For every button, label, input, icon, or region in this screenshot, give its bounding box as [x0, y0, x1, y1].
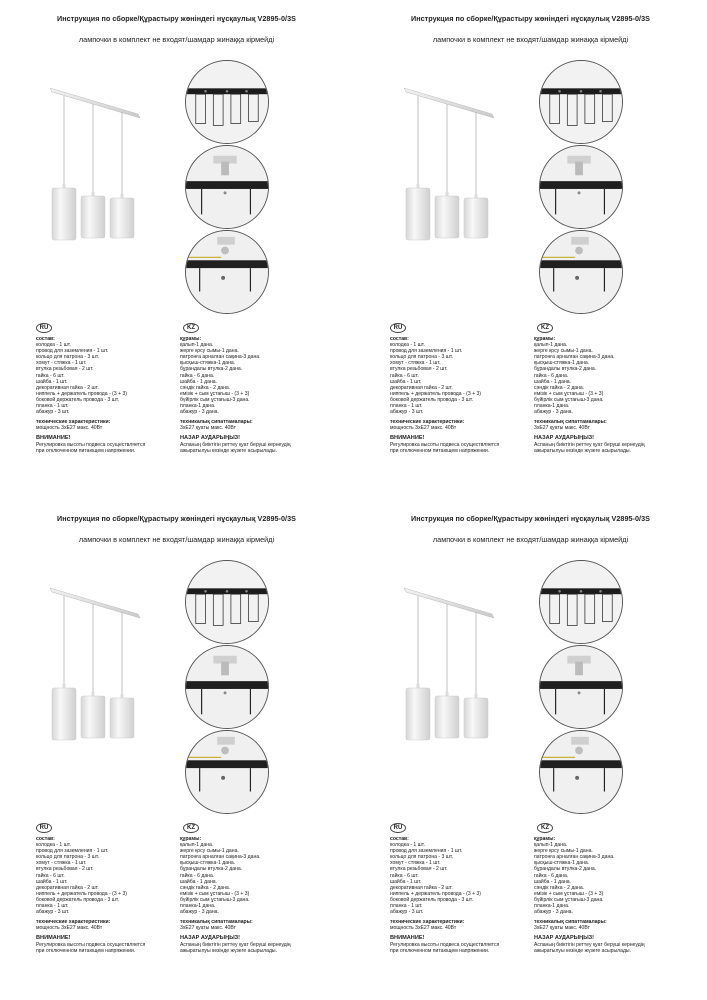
kz-part-item: қалып-1 дана. — [534, 342, 568, 349]
lamp-illustration — [40, 80, 150, 250]
instruction-copy-bottom-left — [0, 500, 353, 1000]
kz-part-item: абажур - 3 дана. — [180, 909, 219, 916]
kz-parts-heading: құрамы: — [180, 336, 202, 342]
ru-part-item: планка - 1 шт. — [390, 403, 423, 410]
kz-warning-heading: НАЗАР АУДАРЫҢЫЗ! — [534, 935, 595, 942]
kz-parts-heading: құрамы: — [534, 336, 556, 342]
lamp-illustration — [394, 80, 504, 250]
ru-part-item: шайба - 1 шт. — [390, 878, 422, 885]
ru-tech-value: мощность 3хE27 макс. 40Вт — [36, 925, 103, 932]
kz-part-item: шайба - 1 дана. — [180, 878, 218, 885]
kz-part-item: қалып-1 дана. — [180, 842, 214, 849]
kz-part-item: планка-1 дана. — [534, 903, 570, 910]
kz-part-item: шайба - 1 дана. — [180, 378, 218, 385]
ru-part-item: ниппель + держатель провода - (3 + 3) — [36, 390, 128, 397]
kz-part-item: қысқыш-стяжка-1 дана. — [180, 860, 236, 867]
document-subtitle: лампочки в комплект не входят/шамдар жинаққа кірмейді — [432, 35, 629, 44]
ru-part-item: планка - 1 шт. — [36, 403, 69, 410]
kz-part-item: патронға арналған сақина-3 дана. — [180, 354, 261, 361]
assembly-step-3-image — [185, 730, 269, 814]
document-title: Инструкция по сборке/Құрастыру жөніндегі нұсқаулық V2895-0/3S — [57, 514, 296, 523]
ru-part-item: хомут - стяжка - 1 шт. — [36, 360, 87, 367]
kz-warning-line: ажыратылуы кезінде жүзеге асырылады. — [180, 447, 277, 454]
ru-part-item: колодка - 1 шт. — [36, 842, 71, 849]
ru-part-item: провод для заземления - 1 шт. — [390, 348, 463, 355]
kz-part-item: абажур - 3 дана. — [180, 409, 219, 416]
kz-warning-line: ажыратылуы кезінде жүзеге асырылады. — [534, 447, 631, 454]
kz-tech-heading: техникалық сипаттамалары: — [534, 919, 607, 926]
ru-part-item: колодка - 1 шт. — [36, 342, 71, 349]
ru-warning-line: Регулировка высоты подвеса осуществляется — [390, 941, 500, 948]
ru-part-item: ниппель + держатель провода - (3 + 3) — [390, 390, 482, 397]
assembly-step-2-image — [539, 145, 623, 229]
ru-part-item: кольцо для патрона - 3 шт. — [390, 354, 454, 361]
kz-parts-section — [534, 336, 699, 454]
kz-part-item: қысқыш-стяжка-1 дана. — [180, 360, 236, 367]
document-title: Инструкция по сборке/Құрастыру жөніндегі нұсқаулық V2895-0/3S — [411, 514, 650, 523]
ru-part-item: втулка резьбовая - 2 шт. — [390, 366, 448, 373]
assembly-step-2-image — [185, 645, 269, 729]
kz-part-item: емізік + сым ұстағыш - (3 + 3) — [534, 390, 604, 397]
ru-language-badge: RU — [390, 323, 406, 333]
ru-tech-value: мощность 3хE27 макс. 40Вт — [36, 425, 103, 432]
ru-language-badge: RU — [36, 323, 52, 333]
kz-part-item: гайка - 6 дана. — [534, 872, 569, 879]
kz-language-badge: KZ — [537, 323, 553, 333]
kz-tech-heading: техникалық сипаттамалары: — [534, 419, 607, 426]
ru-part-item: ниппель + держатель провода - (3 + 3) — [36, 890, 128, 897]
ru-part-item: провод для заземления - 1 шт. — [390, 848, 463, 855]
ru-part-item: ниппель + держатель провода - (3 + 3) — [390, 890, 482, 897]
ru-part-item: гайка - 6 шт. — [390, 372, 419, 379]
lamp-illustration — [40, 580, 150, 750]
ru-parts-section — [390, 836, 535, 954]
kz-part-item: жерге қосу сымы-1 дана. — [534, 848, 593, 855]
kz-part-item: жерге қосу сымы-1 дана. — [534, 348, 593, 355]
kz-warning-line: Аспаның биіктігін реттеу қуат беруші кернеудің — [180, 441, 291, 448]
document-subtitle: лампочки в комплект не входят/шамдар жинаққа кірмейді — [78, 535, 275, 544]
kz-part-item: бүйірлік сым ұстағыш-3 дана. — [534, 396, 604, 403]
kz-warning-heading: НАЗАР АУДАРЫҢЫЗ! — [534, 435, 595, 442]
ru-part-item: шайба - 1 шт. — [390, 378, 422, 385]
instruction-copy-bottom-right — [354, 500, 707, 1000]
kz-warning-heading: НАЗАР АУДАРЫҢЫЗ! — [180, 435, 241, 442]
ru-part-item: кольцо для патрона - 3 шт. — [390, 854, 454, 861]
ru-part-item: провод для заземления - 1 шт. — [36, 348, 109, 355]
ru-warning-heading: ВНИМАНИЕ! — [390, 435, 425, 442]
kz-parts-section — [180, 836, 345, 954]
ru-warning-heading: ВНИМАНИЕ! — [36, 935, 71, 942]
kz-part-item: бұрандалы втулка-2 дана. — [180, 366, 243, 373]
kz-part-item: гайка - 6 дана. — [180, 372, 215, 379]
ru-warning-line: при отключенном питающем напряжении. — [390, 447, 490, 454]
ru-tech-heading: технические характеристики: — [36, 919, 111, 926]
ru-part-item: колодка - 1 шт. — [390, 342, 425, 349]
ru-parts-heading: состав: — [36, 836, 55, 842]
ru-parts-section — [390, 336, 535, 454]
kz-part-item: қысқыш-стяжка-1 дана. — [534, 360, 590, 367]
ru-part-item: втулка резьбовая - 2 шт. — [36, 866, 94, 873]
kz-tech-heading: техникалық сипаттамалары: — [180, 919, 253, 926]
document-title: Инструкция по сборке/Құрастыру жөніндегі нұсқаулық V2895-0/3S — [57, 14, 296, 23]
assembly-step-2-image — [539, 645, 623, 729]
ru-part-item: боковой держатель провода - 3 шт. — [390, 896, 474, 903]
ru-part-item: втулка резьбовая - 2 шт. — [390, 866, 448, 873]
ru-part-item: хомут - стяжка - 1 шт. — [390, 860, 441, 867]
ru-part-item: планка - 1 шт. — [36, 903, 69, 910]
kz-part-item: сәндік гайка - 2 дана. — [534, 884, 585, 891]
kz-warning-line: Аспаның биіктігін реттеу қуат беруші кернеудің — [534, 941, 645, 948]
ru-warning-line: Регулировка высоты подвеса осуществляется — [390, 441, 500, 448]
kz-part-item: сәндік гайка - 2 дана. — [180, 884, 231, 891]
ru-part-item: шайба - 1 шт. — [36, 378, 68, 385]
ru-parts-section — [36, 836, 181, 954]
kz-part-item: емізік + сым ұстағыш - (3 + 3) — [180, 390, 250, 397]
ru-tech-value: мощность 3хE27 макс. 40Вт — [390, 925, 457, 932]
kz-part-item: патронға арналған сақина-3 дана. — [534, 354, 615, 361]
ru-part-item: боковой держатель провода - 3 шт. — [390, 396, 474, 403]
kz-part-item: бұрандалы втулка-2 дана. — [534, 366, 597, 373]
kz-part-item: гайка - 6 дана. — [534, 372, 569, 379]
ru-part-item: декоративная гайка - 2 шт. — [390, 384, 453, 391]
ru-part-item: декоративная гайка - 2 шт. — [390, 884, 453, 891]
ru-tech-heading: технические характеристики: — [36, 419, 111, 426]
assembly-step-1-image — [539, 560, 623, 644]
ru-warning-line: Регулировка высоты подвеса осуществляется — [36, 441, 146, 448]
kz-part-item: патронға арналған сақина-3 дана. — [180, 854, 261, 861]
assembly-step-3-image — [539, 730, 623, 814]
kz-warning-line: ажыратылуы кезінде жүзеге асырылады. — [180, 947, 277, 954]
kz-part-item: шайба - 1 дана. — [534, 878, 572, 885]
kz-part-item: патронға арналған сақина-3 дана. — [534, 854, 615, 861]
ru-part-item: гайка - 6 шт. — [390, 872, 419, 879]
ru-part-item: хомут - стяжка - 1 шт. — [36, 860, 87, 867]
ru-part-item: боковой держатель провода - 3 шт. — [36, 396, 120, 403]
kz-part-item: жерге қосу сымы-1 дана. — [180, 348, 239, 355]
assembly-step-1-image — [185, 60, 269, 144]
kz-tech-value: 3хE27 қуаты макс. 40Вт — [180, 425, 236, 432]
kz-parts-section — [180, 336, 345, 454]
assembly-step-2-image — [185, 145, 269, 229]
kz-warning-heading: НАЗАР АУДАРЫҢЫЗ! — [180, 935, 241, 942]
kz-language-badge: KZ — [183, 823, 199, 833]
ru-part-item: колодка - 1 шт. — [390, 842, 425, 849]
ru-parts-section — [36, 336, 181, 454]
kz-part-item: планка-1 дана. — [180, 403, 216, 410]
kz-part-item: қысқыш-стяжка-1 дана. — [534, 860, 590, 867]
document-subtitle: лампочки в комплект не входят/шамдар жинаққа кірмейді — [432, 535, 629, 544]
ru-part-item: провод для заземления - 1 шт. — [36, 848, 109, 855]
kz-part-item: бүйірлік сым ұстағыш-3 дана. — [180, 396, 250, 403]
ru-tech-heading: технические характеристики: — [390, 919, 465, 926]
kz-part-item: қалып-1 дана. — [534, 842, 568, 849]
kz-warning-line: Аспаның биіктігін реттеу қуат беруші кернеудің — [534, 441, 645, 448]
ru-part-item: абажур - 3 шт. — [390, 909, 424, 916]
kz-parts-heading: құрамы: — [180, 836, 202, 842]
ru-parts-heading: состав: — [390, 336, 409, 342]
kz-part-item: бұрандалы втулка-2 дана. — [534, 866, 597, 873]
assembly-step-3-image — [539, 230, 623, 314]
kz-part-item: бүйірлік сым ұстағыш-3 дана. — [180, 896, 250, 903]
kz-part-item: бүйірлік сым ұстағыш-3 дана. — [534, 896, 604, 903]
ru-part-item: декоративная гайка - 2 шт. — [36, 384, 99, 391]
ru-part-item: кольцо для патрона - 3 шт. — [36, 354, 100, 361]
ru-warning-line: при отключенном питающем напряжении. — [36, 947, 136, 954]
ru-part-item: хомут - стяжка - 1 шт. — [390, 360, 441, 367]
ru-warning-line: при отключенном питающем напряжении. — [390, 947, 490, 954]
kz-part-item: планка-1 дана. — [534, 403, 570, 410]
kz-language-badge: KZ — [537, 823, 553, 833]
ru-part-item: втулка резьбовая - 2 шт. — [36, 366, 94, 373]
ru-warning-line: Регулировка высоты подвеса осуществляется — [36, 941, 146, 948]
kz-parts-heading: құрамы: — [534, 836, 556, 842]
kz-tech-value: 3хE27 қуаты макс. 40Вт — [534, 925, 590, 932]
kz-part-item: жерге қосу сымы-1 дана. — [180, 848, 239, 855]
ru-part-item: абажур - 3 шт. — [36, 909, 70, 916]
kz-warning-line: Аспаның биіктігін реттеу қуат беруші кернеудің — [180, 941, 291, 948]
kz-part-item: сәндік гайка - 2 дана. — [180, 384, 231, 391]
kz-part-item: сәндік гайка - 2 дана. — [534, 384, 585, 391]
kz-tech-value: 3хE27 қуаты макс. 40Вт — [180, 925, 236, 932]
assembly-step-1-image — [539, 60, 623, 144]
ru-tech-value: мощность 3хE27 макс. 40Вт — [390, 425, 457, 432]
ru-language-badge: RU — [390, 823, 406, 833]
assembly-step-1-image — [185, 560, 269, 644]
lamp-illustration — [394, 580, 504, 750]
kz-part-item: абажур - 3 дана. — [534, 409, 573, 416]
kz-part-item: қалып-1 дана. — [180, 342, 214, 349]
kz-part-item: емізік + сым ұстағыш - (3 + 3) — [534, 890, 604, 897]
kz-part-item: бұрандалы втулка-2 дана. — [180, 866, 243, 873]
kz-part-item: планка-1 дана. — [180, 903, 216, 910]
ru-part-item: абажур - 3 шт. — [36, 409, 70, 416]
ru-part-item: боковой держатель провода - 3 шт. — [36, 896, 120, 903]
ru-warning-line: при отключенном питающем напряжении. — [36, 447, 136, 454]
ru-warning-heading: ВНИМАНИЕ! — [390, 935, 425, 942]
ru-part-item: кольцо для патрона - 3 шт. — [36, 854, 100, 861]
ru-part-item: гайка - 6 шт. — [36, 872, 65, 879]
kz-parts-section — [534, 836, 699, 954]
ru-warning-heading: ВНИМАНИЕ! — [36, 435, 71, 442]
ru-part-item: декоративная гайка - 2 шт. — [36, 884, 99, 891]
kz-part-item: абажур - 3 дана. — [534, 909, 573, 916]
ru-parts-heading: состав: — [390, 836, 409, 842]
document-title: Инструкция по сборке/Құрастыру жөніндегі нұсқаулық V2895-0/3S — [411, 14, 650, 23]
document-subtitle: лампочки в комплект не входят/шамдар жинаққа кірмейді — [78, 35, 275, 44]
kz-part-item: емізік + сым ұстағыш - (3 + 3) — [180, 890, 250, 897]
assembly-step-3-image — [185, 230, 269, 314]
kz-warning-line: ажыратылуы кезінде жүзеге асырылады. — [534, 947, 631, 954]
ru-part-item: абажур - 3 шт. — [390, 409, 424, 416]
kz-part-item: шайба - 1 дана. — [534, 378, 572, 385]
ru-tech-heading: технические характеристики: — [390, 419, 465, 426]
ru-part-item: планка - 1 шт. — [390, 903, 423, 910]
kz-tech-value: 3хE27 қуаты макс. 40Вт — [534, 425, 590, 432]
kz-part-item: гайка - 6 дана. — [180, 872, 215, 879]
ru-part-item: гайка - 6 шт. — [36, 372, 65, 379]
ru-part-item: шайба - 1 шт. — [36, 878, 68, 885]
instruction-copy-top-right — [354, 0, 707, 500]
instruction-copy-top-left — [0, 0, 353, 500]
ru-parts-heading: состав: — [36, 336, 55, 342]
kz-tech-heading: техникалық сипаттамалары: — [180, 419, 253, 426]
kz-language-badge: KZ — [183, 323, 199, 333]
ru-language-badge: RU — [36, 823, 52, 833]
